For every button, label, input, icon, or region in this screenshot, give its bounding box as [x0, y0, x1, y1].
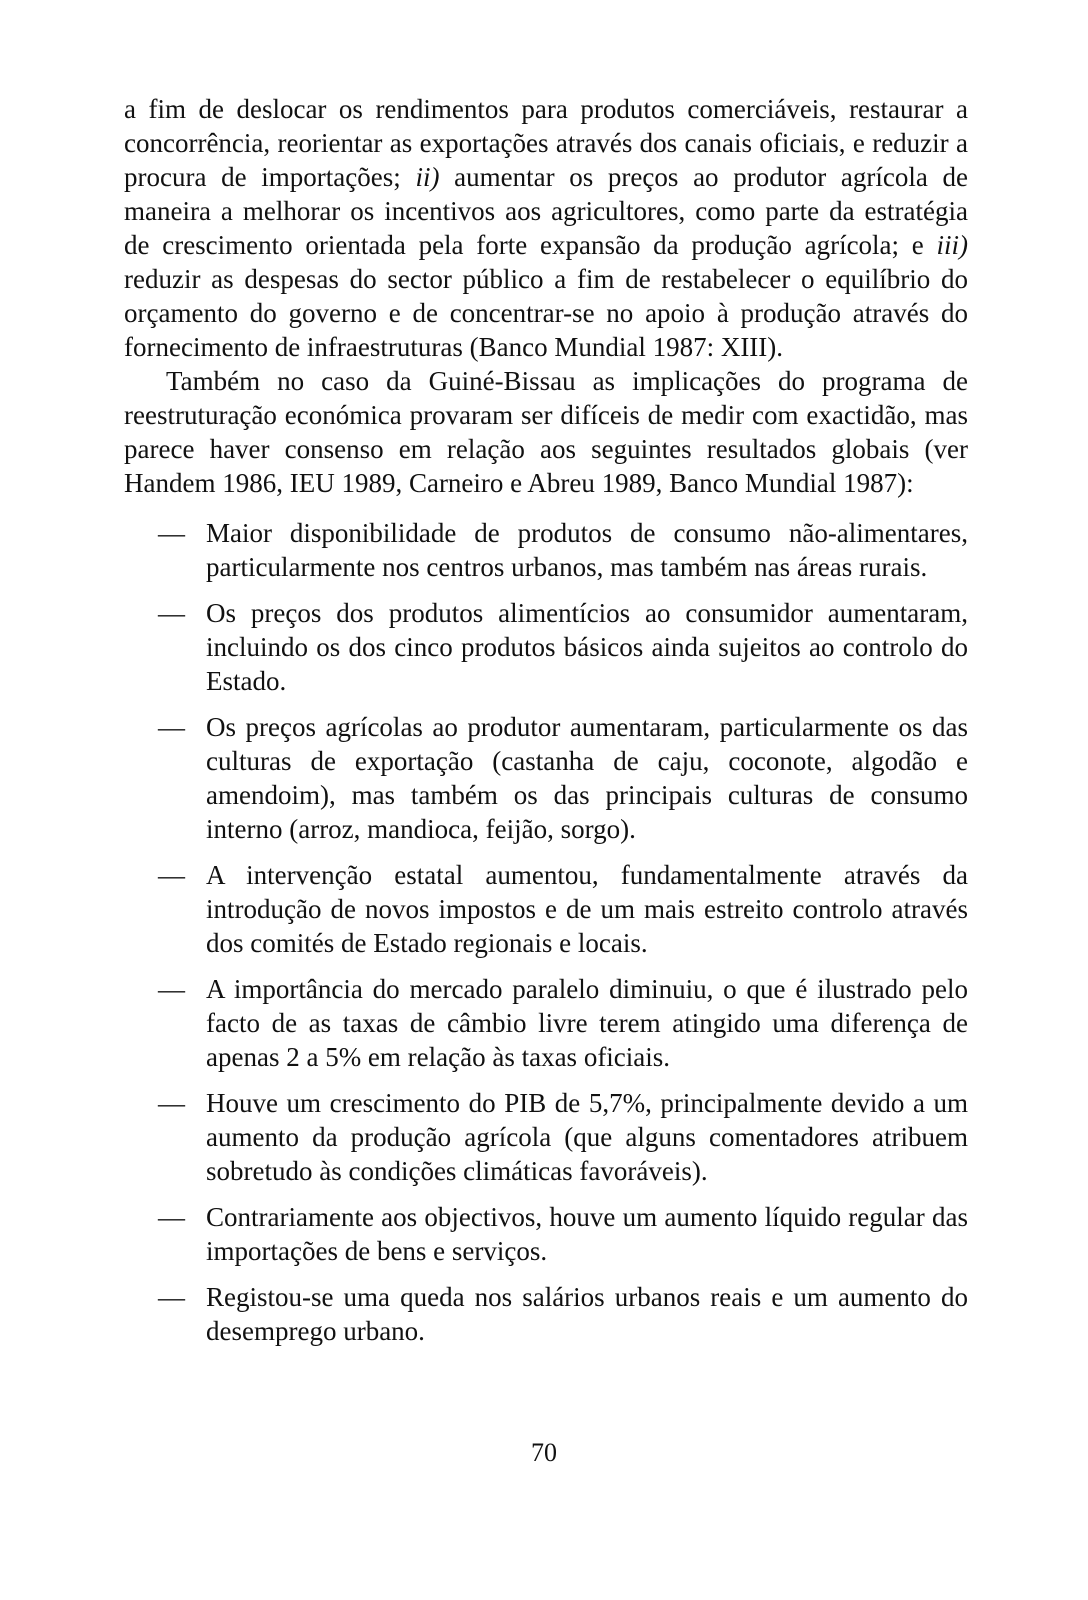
dash-marker: — — [158, 598, 185, 628]
page-body — [124, 92, 968, 1360]
list-item-text: Houve um crescimento do PIB de 5,7%, principalmente devido a um aumento da produção agrícola (que alguns comentadores atribuem sobretudo às condições climáticas favoráveis). — [206, 1088, 968, 1186]
list-item — [124, 1086, 968, 1188]
list-item — [124, 972, 968, 1074]
dash-marker: — — [158, 1202, 185, 1232]
list-item — [124, 858, 968, 960]
paragraph-text-part: reduzir as despesas do sector público a fim de restabelecer o equilíbrio do orçamento do governo e de concentrar-se no apoio à produção através do fornecimento de infraestruturas (Banco Mundial 1987: XIII). — [124, 264, 968, 362]
list-item-text: Os preços dos produtos alimentícios ao consumidor aumentaram, incluindo os dos cinco produtos básicos ainda sujeitos ao controlo do Estado. — [206, 598, 968, 696]
enumeration-marker-iii: iii) — [936, 230, 968, 260]
results-list — [124, 516, 968, 1348]
list-item — [124, 516, 968, 584]
paragraph-text-part: a fim de deslocar os rendimentos para produtos comerciáveis, restaurar a concorrência, reorientar as exportações através dos canais oficiais, e reduzir a procura de importações; — [124, 94, 968, 192]
list-item-text: Contrariamente aos objectivos, houve um aumento líquido regular das importações de bens e serviços. — [206, 1202, 968, 1266]
list-item-text: A importância do mercado paralelo diminuiu, o que é ilustrado pelo facto de as taxas de câmbio livre terem atingido uma diferença de apenas 2 a 5% em relação às taxas oficiais. — [206, 974, 968, 1072]
list-item-text: Os preços agrícolas ao produtor aumentaram, particularmente os das culturas de exportação (castanha de caju, coconote, algodão e amendoim), mas também os das principais culturas de consumo interno (arroz, mandioca, feijão, sorgo). — [206, 712, 968, 844]
dash-marker: — — [158, 518, 185, 548]
enumeration-marker-ii: ii) — [415, 162, 440, 192]
paragraph-guinea-bissau: Também no caso da Guiné-Bissau as implicações do programa de reestruturação económica provaram ser difíceis de medir com exactidão, mas parece haver consenso em relação aos seguintes resultados globais (ver Handem 1986, IEU 1989, Carneiro e Abreu 1989, Banco Mundial 1987): — [124, 366, 968, 498]
dash-marker: — — [158, 1088, 185, 1118]
list-item — [124, 1200, 968, 1268]
list-item-text: Maior disponibilidade de produtos de consumo não-alimentares, particularmente nos centros urbanos, mas também nas áreas rurais. — [206, 518, 968, 582]
list-item — [124, 710, 968, 846]
page-number: 70 — [531, 1438, 557, 1467]
list-item — [124, 596, 968, 698]
paragraph-text-part: aumentar os preços ao produtor agrícola de maneira a melhorar os incentivos aos agricultores, como parte da estratégia de crescimento orientada pela forte expansão da produção agrícola; e — [124, 162, 969, 260]
dash-marker: — — [158, 1282, 185, 1312]
dash-marker: — — [158, 860, 185, 890]
list-item — [124, 1280, 968, 1348]
dash-marker: — — [158, 712, 185, 742]
list-item-text: Registou-se uma queda nos salários urbanos reais e um aumento do desemprego urbano. — [206, 1282, 968, 1346]
list-item-text: A intervenção estatal aumentou, fundamentalmente através da introdução de novos impostos e de um mais estreito controlo através dos comités de Estado regionais e locais. — [206, 860, 968, 958]
paragraph-continuation — [124, 92, 968, 364]
dash-marker: — — [158, 974, 185, 1004]
